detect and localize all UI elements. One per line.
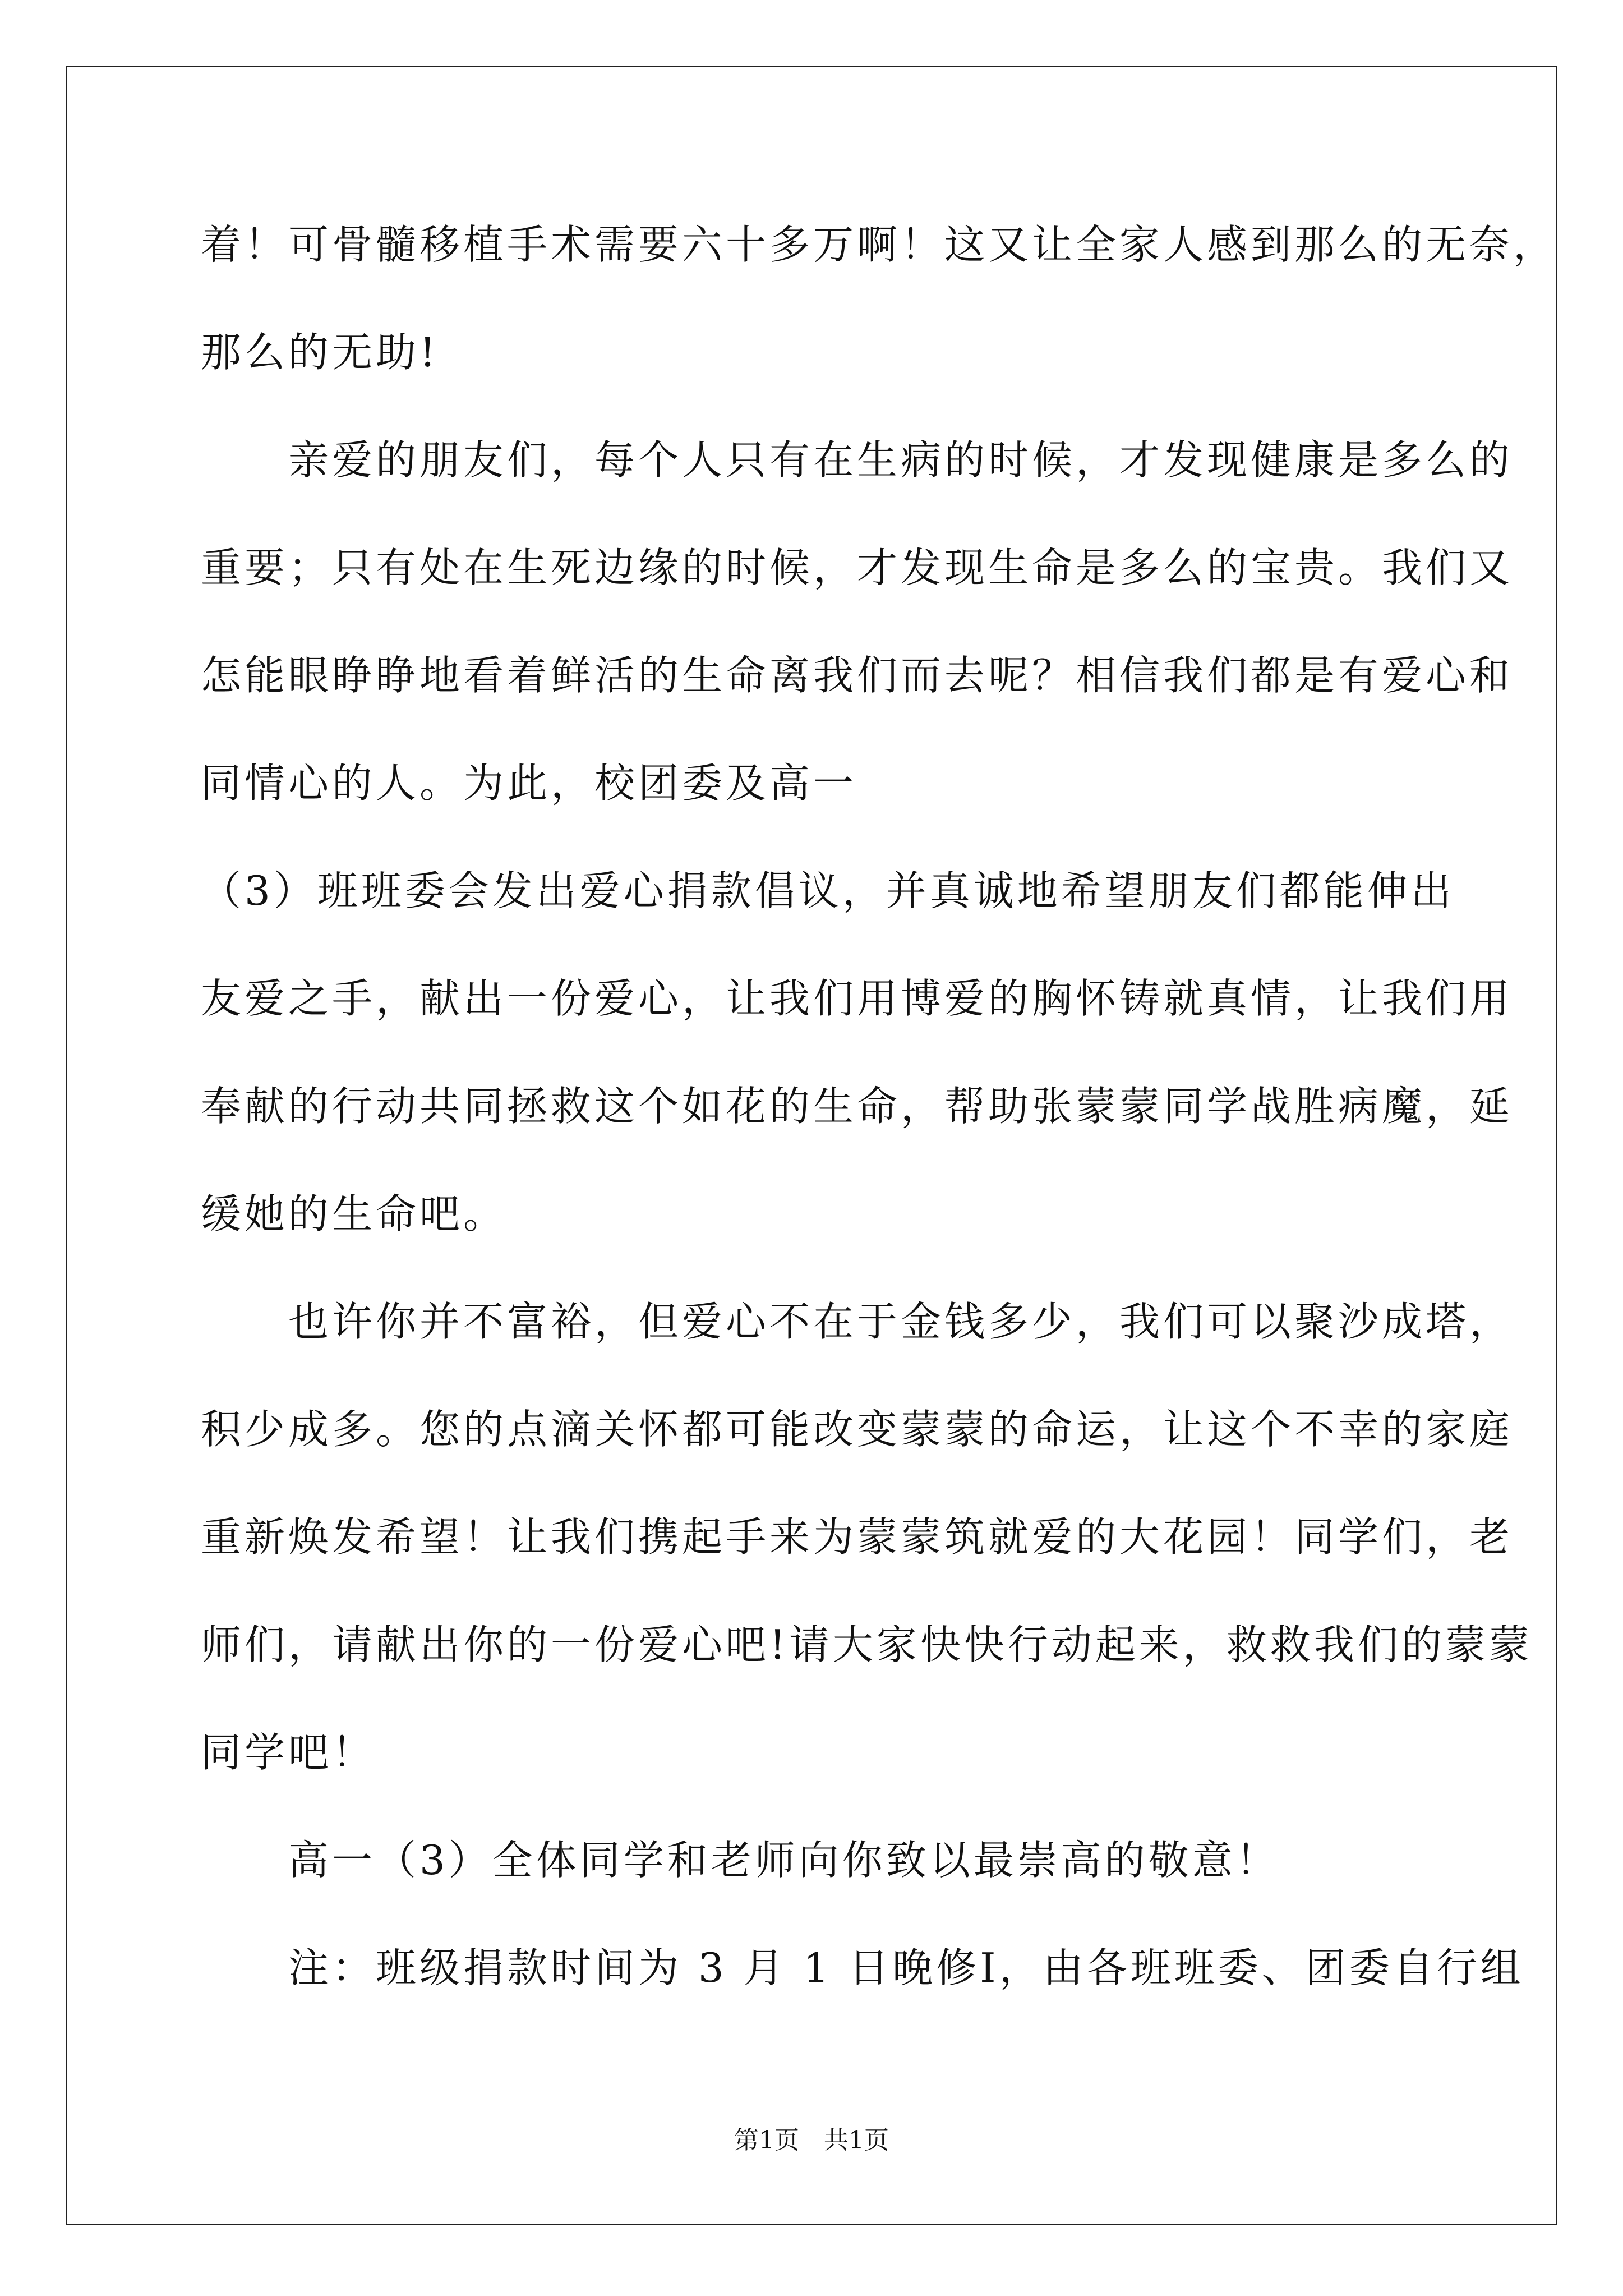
- text-line: 高一（3）全体同学和老师向你致以最崇高的敬意！: [201, 1837, 1280, 1884]
- text-line: 也许你并不富裕，但爱心不在于金钱多少，我们可以聚沙成塔，: [201, 1298, 1514, 1345]
- text-line: 亲爱的朋友们，每个人只有在生病的时候，才发现健康是多么的: [201, 436, 1514, 484]
- text-line: （3）班班委会发出爱心捐款倡议，并真诚地希望朋友们都能伸出: [201, 867, 1455, 914]
- page-border: [66, 66, 1557, 2225]
- text-line: 着！可骨髓移植手术需要六十多万啊！这又让全家人感到那么的无奈，: [201, 221, 1557, 268]
- text-line: 怎能眼睁睁地看着鲜活的生命离我们而去呢？相信我们都是有爱心和: [201, 652, 1514, 699]
- text-line: 同情心的人。为此，校团委及高一: [201, 760, 857, 807]
- text-line: 缓她的生命吧。: [201, 1190, 508, 1237]
- text-line: 重新焕发希望！让我们携起手来为蒙蒙筑就爱的大花园！同学们，老: [201, 1513, 1514, 1561]
- text-line: 积少成多。您的点滴关怀都可能改变蒙蒙的命运，让这个不幸的家庭: [201, 1406, 1514, 1453]
- text-line: 同学吧！: [201, 1729, 376, 1776]
- text-line: 奉献的行动共同拯救这个如花的生命，帮助张蒙蒙同学战胜病魔，延: [201, 1083, 1514, 1130]
- text-line: 那么的无助!: [201, 329, 439, 376]
- text-line: 师们，请献出你的一份爱心吧!请大家快快行动起来，救救我们的蒙蒙: [201, 1621, 1533, 1668]
- text-line: 友爱之手，献出一份爱心，让我们用博爱的胸怀铸就真情，让我们用: [201, 975, 1514, 1022]
- page-number-footer: 第1页 共1页: [734, 2126, 889, 2155]
- text-line: 注：班级捐款时间为 3 月 1 日晚修Ⅰ，由各班班委、团委自行组: [201, 1944, 1524, 1991]
- text-line: 重要；只有处在生死边缘的时候，才发现生命是多么的宝贵。我们又: [201, 544, 1514, 591]
